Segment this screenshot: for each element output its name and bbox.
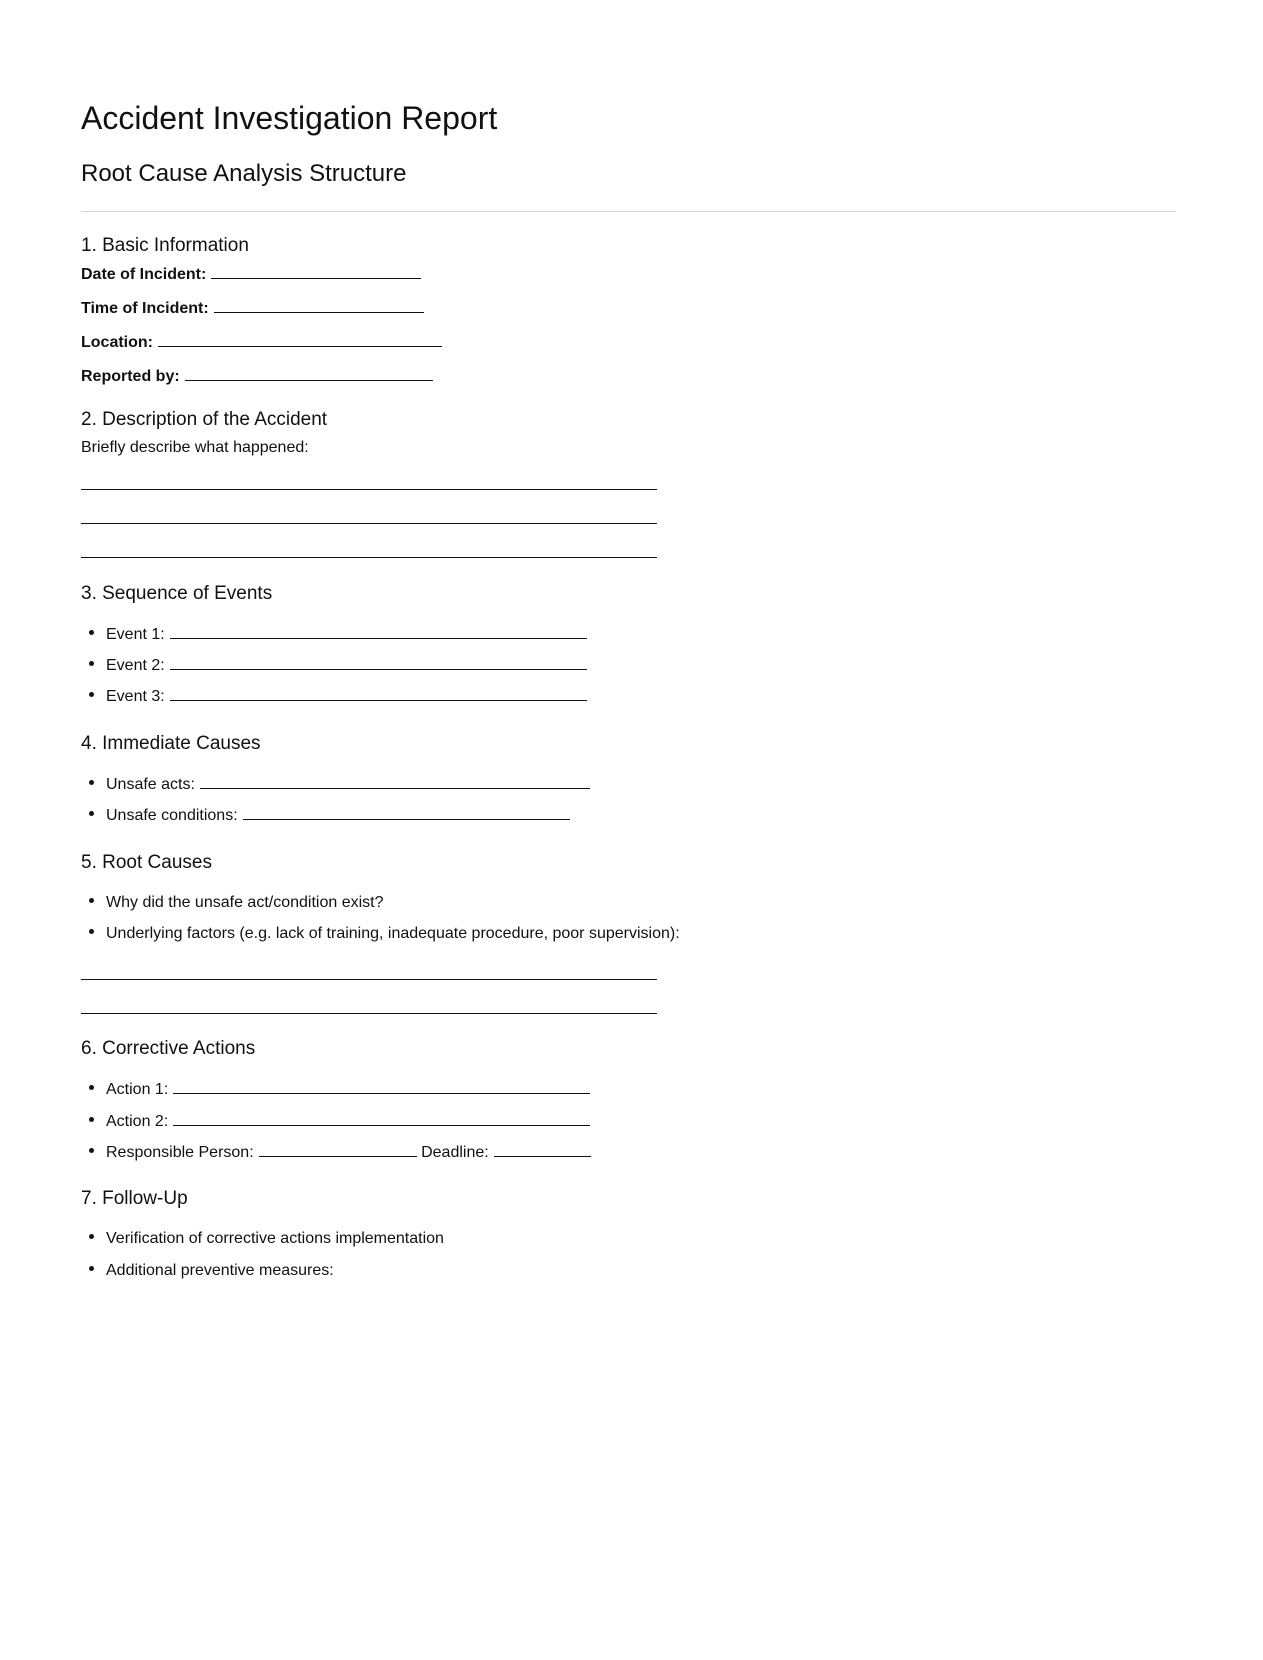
list-item <box>89 1079 590 1100</box>
list-item <box>89 1111 590 1132</box>
event-2-blank[interactable] <box>170 655 587 670</box>
event-2-label: Event 2: <box>106 657 165 674</box>
bullet-icon <box>89 1148 94 1153</box>
event-3-blank[interactable] <box>170 686 587 701</box>
responsible-person-label: Responsible Person: <box>106 1144 254 1161</box>
action-2-blank[interactable] <box>173 1111 590 1126</box>
location-label: Location: <box>81 334 153 351</box>
description-line[interactable] <box>81 523 657 524</box>
unsafe-acts-blank[interactable] <box>200 774 590 789</box>
list-item <box>89 1261 334 1281</box>
reported-by-field <box>81 366 433 387</box>
unsafe-conditions-label: Unsafe conditions: <box>106 807 238 824</box>
deadline-label: Deadline: <box>421 1144 489 1161</box>
bullet-icon <box>89 898 94 903</box>
root-cause-line[interactable] <box>81 979 657 980</box>
section-corrective-title: 6. Corrective Actions <box>81 1038 256 1059</box>
event-1-label: Event 1: <box>106 626 165 643</box>
root-question: Why did the unsafe act/condition exist? <box>106 894 384 911</box>
description-line[interactable] <box>81 489 657 490</box>
preventive-measures-item: Additional preventive measures: <box>106 1262 334 1279</box>
list-item <box>89 924 680 944</box>
event-1-blank[interactable] <box>170 624 587 639</box>
bullet-icon <box>89 929 94 934</box>
bullet-icon <box>89 1085 94 1090</box>
section-followup-title: 7. Follow-Up <box>81 1188 188 1209</box>
header-divider <box>81 211 1176 212</box>
action-1-label: Action 1: <box>106 1081 169 1098</box>
list-item <box>89 1142 591 1163</box>
date-blank[interactable] <box>211 264 421 279</box>
reported-by-blank[interactable] <box>185 366 433 381</box>
deadline-blank[interactable] <box>494 1142 591 1157</box>
action-1-blank[interactable] <box>173 1079 590 1094</box>
description-line[interactable] <box>81 557 657 558</box>
location-field <box>81 332 442 353</box>
list-item <box>89 774 590 795</box>
date-label: Date of Incident: <box>81 266 207 283</box>
reported-by-label: Reported by: <box>81 368 180 385</box>
bullet-icon <box>89 1117 94 1122</box>
section-sequence-title: 3. Sequence of Events <box>81 583 273 604</box>
bullet-icon <box>89 661 94 666</box>
bullet-icon <box>89 780 94 785</box>
list-item <box>89 624 587 645</box>
responsible-person-blank[interactable] <box>259 1142 417 1157</box>
bullet-icon <box>89 1234 94 1239</box>
list-item <box>89 805 570 826</box>
event-3-label: Event 3: <box>106 688 165 705</box>
underlying-factors: Underlying factors (e.g. lack of training, inadequate procedure, poor supervision): <box>106 925 680 942</box>
bullet-icon <box>89 692 94 697</box>
unsafe-conditions-blank[interactable] <box>243 805 570 820</box>
verification-item: Verification of corrective actions implementation <box>106 1230 444 1247</box>
date-field <box>81 264 421 285</box>
section-root-title: 5. Root Causes <box>81 852 212 873</box>
page-subtitle: Root Cause Analysis Structure <box>81 160 407 187</box>
time-blank[interactable] <box>214 298 424 313</box>
bullet-icon <box>89 811 94 816</box>
section-basic-title: 1. Basic Information <box>81 235 249 256</box>
bullet-icon <box>89 630 94 635</box>
location-blank[interactable] <box>158 332 442 347</box>
bullet-icon <box>89 1266 94 1271</box>
list-item <box>89 686 587 707</box>
list-item <box>89 1229 444 1249</box>
section-immediate-title: 4. Immediate Causes <box>81 733 261 754</box>
list-item <box>89 893 384 913</box>
time-label: Time of Incident: <box>81 300 209 317</box>
unsafe-acts-label: Unsafe acts: <box>106 776 195 793</box>
description-prompt: Briefly describe what happened: <box>81 439 309 456</box>
list-item <box>89 655 587 676</box>
action-2-label: Action 2: <box>106 1113 169 1130</box>
root-cause-line[interactable] <box>81 1013 657 1014</box>
page-title: Accident Investigation Report <box>81 100 498 136</box>
section-description-title: 2. Description of the Accident <box>81 409 328 430</box>
time-field <box>81 298 424 319</box>
